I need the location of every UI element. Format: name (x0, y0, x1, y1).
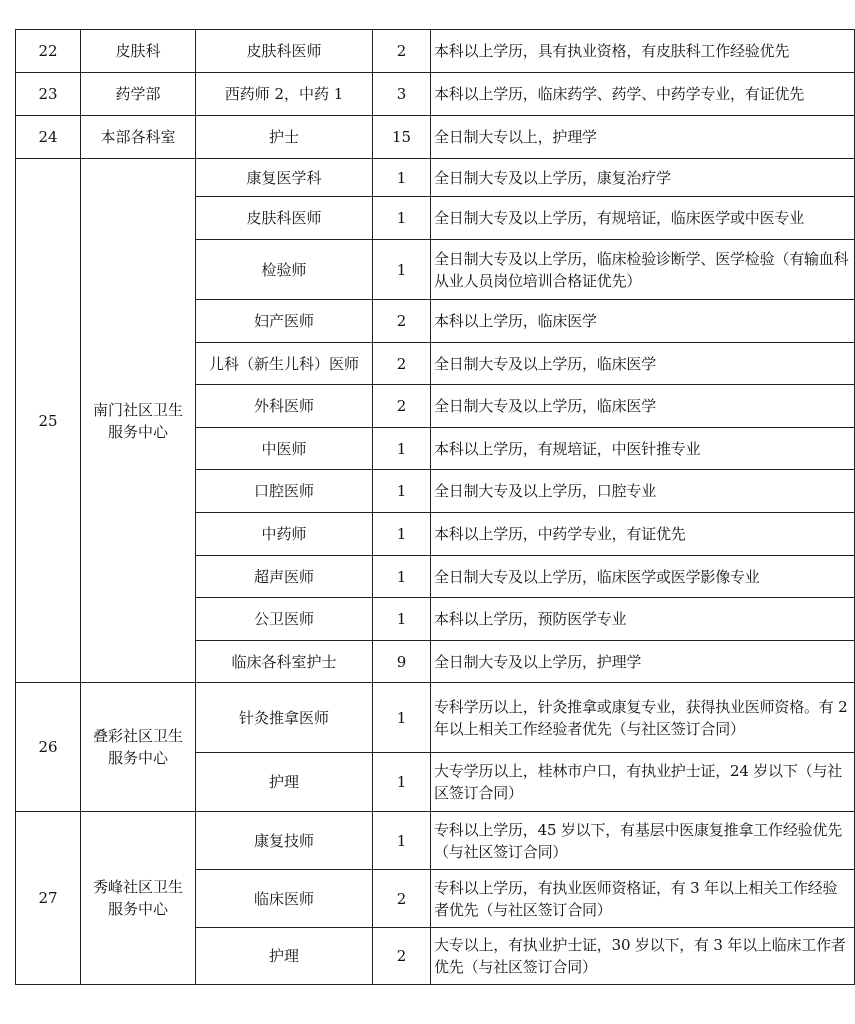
position: 公卫医师 (196, 598, 373, 641)
position: 口腔医师 (196, 470, 373, 513)
requirements: 全日制大专及以上学历，临床医学或医学影像专业 (431, 556, 855, 598)
headcount: 1 (373, 683, 431, 753)
headcount: 1 (373, 598, 431, 641)
headcount: 1 (373, 159, 431, 197)
position: 皮肤科医师 (196, 30, 373, 73)
headcount: 15 (373, 116, 431, 159)
requirements: 专科学历以上，针灸推拿或康复专业，获得执业医师资格。有 2 年以上相关工作经验者优先（与社区签订合同） (431, 683, 855, 753)
requirements: 全日制大专及以上学历，临床检验诊断学、医学检验（有输血科从业人员岗位培训合格证优先） (431, 240, 855, 300)
row-number: 25 (16, 159, 81, 683)
position: 护理 (196, 928, 373, 985)
position: 康复技师 (196, 812, 373, 870)
headcount: 1 (373, 428, 431, 470)
requirements: 全日制大专及以上学历，护理学 (431, 641, 855, 683)
headcount: 2 (373, 300, 431, 343)
requirements: 本科以上学历，具有执业资格，有皮肤科工作经验优先 (431, 30, 855, 73)
position: 临床医师 (196, 870, 373, 928)
department: 南门社区卫生服务中心 (81, 159, 196, 683)
department: 皮肤科 (81, 30, 196, 73)
requirements: 全日制大专及以上学历，有规培证，临床医学或中医专业 (431, 197, 855, 240)
headcount: 1 (373, 240, 431, 300)
requirements: 本科以上学历，有规培证，中医针推专业 (431, 428, 855, 470)
requirements: 大专以上，有执业护士证，30 岁以下，有 3 年以上临床工作者优先（与社区签订合同） (431, 928, 855, 985)
table-row (16, 812, 855, 870)
table-row (16, 73, 855, 116)
requirements: 全日制大专及以上学历，康复治疗学 (431, 159, 855, 197)
row-number: 22 (16, 30, 81, 73)
requirements: 全日制大专及以上学历，口腔专业 (431, 470, 855, 513)
position: 妇产医师 (196, 300, 373, 343)
row-number: 26 (16, 683, 81, 812)
headcount: 1 (373, 197, 431, 240)
headcount: 2 (373, 928, 431, 985)
headcount: 1 (373, 753, 431, 812)
requirements: 全日制大专及以上学历，临床医学 (431, 343, 855, 385)
requirements: 大专学历以上，桂林市户口，有执业护士证，24 岁以下（与社区签订合同） (431, 753, 855, 812)
headcount: 2 (373, 30, 431, 73)
position: 康复医学科 (196, 159, 373, 197)
position: 临床各科室护士 (196, 641, 373, 683)
table-row (16, 683, 855, 753)
headcount: 1 (373, 812, 431, 870)
position: 护理 (196, 753, 373, 812)
position: 外科医师 (196, 385, 373, 428)
row-number: 24 (16, 116, 81, 159)
headcount: 1 (373, 556, 431, 598)
table-row (16, 30, 855, 73)
position: 超声医师 (196, 556, 373, 598)
position: 针灸推拿医师 (196, 683, 373, 753)
requirements: 专科以上学历，有执业医师资格证，有 3 年以上相关工作经验者优先（与社区签订合同） (431, 870, 855, 928)
requirements: 全日制大专及以上学历，临床医学 (431, 385, 855, 428)
row-number: 23 (16, 73, 81, 116)
position: 皮肤科医师 (196, 197, 373, 240)
department: 秀峰社区卫生服务中心 (81, 812, 196, 985)
position: 中药师 (196, 513, 373, 556)
table-row (16, 159, 855, 197)
position: 中医师 (196, 428, 373, 470)
recruitment-table (15, 29, 855, 985)
department: 叠彩社区卫生服务中心 (81, 683, 196, 812)
position: 护士 (196, 116, 373, 159)
requirements: 本科以上学历，中药学专业，有证优先 (431, 513, 855, 556)
requirements: 本科以上学历，临床医学 (431, 300, 855, 343)
department: 本部各科室 (81, 116, 196, 159)
table-row (16, 116, 855, 159)
position: 检验师 (196, 240, 373, 300)
row-number: 27 (16, 812, 81, 985)
headcount: 2 (373, 870, 431, 928)
requirements: 本科以上学历，预防医学专业 (431, 598, 855, 641)
position: 儿科（新生儿科）医师 (196, 343, 373, 385)
requirements: 全日制大专以上，护理学 (431, 116, 855, 159)
position: 西药师 2，中药 1 (196, 73, 373, 116)
headcount: 3 (373, 73, 431, 116)
headcount: 1 (373, 470, 431, 513)
headcount: 9 (373, 641, 431, 683)
requirements: 专科以上学历，45 岁以下，有基层中医康复推拿工作经验优先（与社区签订合同） (431, 812, 855, 870)
requirements: 本科以上学历，临床药学、药学、中药学专业，有证优先 (431, 73, 855, 116)
headcount: 1 (373, 513, 431, 556)
table-body (16, 30, 855, 985)
department: 药学部 (81, 73, 196, 116)
headcount: 2 (373, 343, 431, 385)
headcount: 2 (373, 385, 431, 428)
